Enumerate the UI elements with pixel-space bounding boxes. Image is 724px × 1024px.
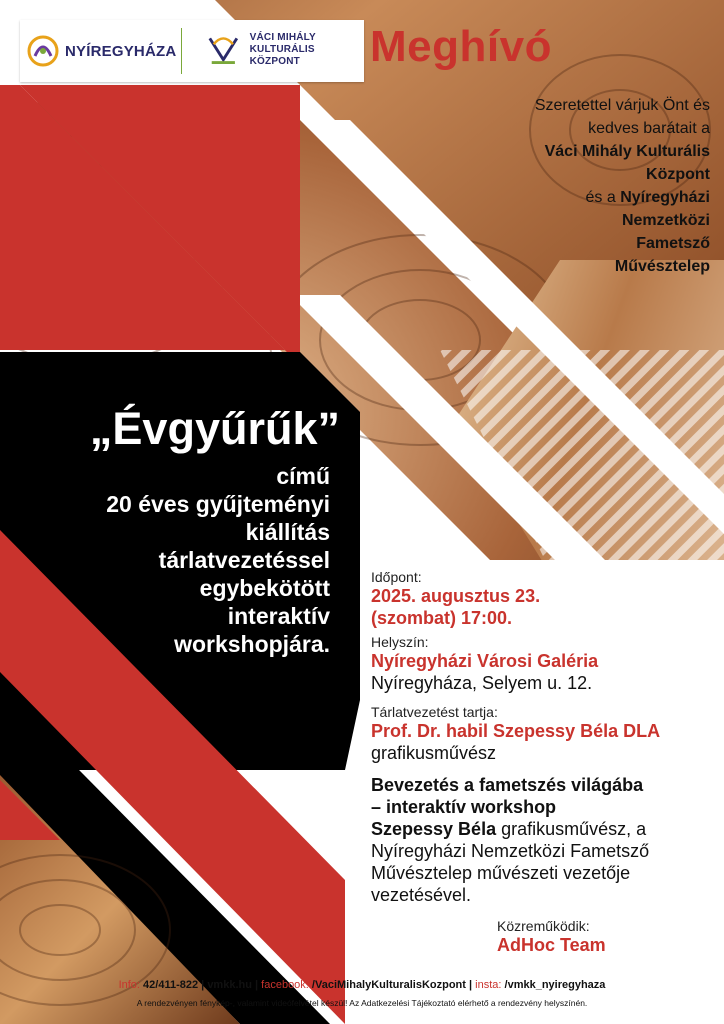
workshop-subtitle: – interaktív workshop: [371, 797, 557, 817]
greeting-line: Szeretettel várjuk Önt és: [534, 97, 710, 114]
footer-separator: |: [255, 979, 259, 991]
workshop-title: Bevezetés a fametszés világába: [371, 775, 644, 795]
exhibition-desc-line: kiállítás: [245, 519, 330, 545]
logo-divider: [181, 28, 182, 74]
greeting-line: Művésztelep: [614, 258, 710, 275]
vmkk-logo-text: [250, 32, 364, 68]
place-section: [371, 634, 716, 694]
time-label: Időpont:: [371, 569, 422, 585]
place-address: Nyíregyháza, Selyem u. 12.: [371, 673, 593, 693]
vmkk-logo-line1: VÁCI MIHÁLY: [249, 32, 316, 43]
guide-name: Prof. Dr. habil Szepessy Béla DLA: [371, 721, 661, 741]
greeting-line: kedves barátait a: [588, 120, 710, 137]
exhibition-desc-line: 20 éves gyűjteményi: [106, 491, 330, 517]
invitation-title: Meghívó: [370, 22, 552, 71]
vmkk-logo-line2: KULTURÁLIS KÖZPONT: [249, 44, 315, 67]
nyiregyhaza-emblem-icon: [26, 34, 60, 68]
contact-footer: [0, 979, 724, 991]
exhibition-desc-line: interaktív: [227, 603, 330, 629]
greeting-line: Nyíregyházi: [620, 189, 710, 206]
exhibition-desc-line: című: [276, 463, 330, 489]
coop-name: AdHoc Team: [497, 935, 606, 955]
time-section: [371, 569, 716, 629]
workshop-host-role: grafikusművész, a: [496, 819, 647, 839]
greeting-line: Nemzetközi: [621, 212, 710, 229]
footer-separator: |: [201, 979, 205, 991]
guide-section: [371, 704, 716, 764]
exhibition-desc-line: workshopjára.: [174, 631, 330, 657]
time-date: 2025. augusztus 23.: [371, 586, 541, 606]
place-label: Helyszín:: [371, 634, 429, 650]
insta-link[interactable]: /vmkk_nyiregyhaza: [504, 979, 606, 991]
logo-bar: [20, 20, 364, 82]
coop-label: Közreműködik:: [497, 918, 590, 934]
nyiregyhaza-logo-text: NYÍREGYHÁZA: [65, 42, 177, 60]
website-link[interactable]: vmkk.hu: [207, 979, 252, 991]
workshop-line: Nyíregyházi Nemzetközi Fametsző: [371, 841, 650, 861]
greeting-text: [440, 94, 710, 278]
cooperation-section: [497, 918, 717, 956]
workshop-line: vezetésével.: [371, 885, 472, 905]
insta-label: insta:: [475, 979, 502, 991]
exhibition-title: „Évgyűrűk”: [89, 403, 340, 454]
guide-label: Tárlatvezetést tartja:: [371, 704, 498, 720]
greeting-line: Váci Mihály Kulturális: [544, 143, 710, 160]
nyiregyhaza-logo[interactable]: [26, 34, 176, 68]
facebook-label: facebook:: [261, 979, 309, 991]
workshop-host-name: Szepessy Béla: [371, 819, 497, 839]
workshop-line: Művésztelep művészeti vezetője: [371, 863, 631, 883]
exhibition-desc-line: egybekötött: [199, 575, 330, 601]
info-label: Info:: [118, 979, 140, 991]
info-phone[interactable]: 42/411-822: [143, 979, 199, 991]
guide-role: grafikusművész: [371, 743, 497, 763]
workshop-section: [371, 774, 716, 906]
greeting-line: Központ: [646, 166, 710, 183]
exhibition-description: [40, 462, 330, 658]
exhibition-desc-line: tárlatvezetéssel: [158, 547, 330, 573]
greeting-line: Fametsző: [636, 235, 710, 252]
vmkk-emblem-icon: [204, 30, 243, 70]
time-day: (szombat) 17:00.: [371, 608, 513, 628]
place-name: Nyíregyházi Városi Galéria: [371, 651, 599, 671]
greeting-line: és a: [585, 189, 621, 206]
facebook-link[interactable]: /VaciMihalyKulturalisKozpont: [311, 979, 466, 991]
footer-separator: |: [469, 979, 473, 991]
recording-notice: A rendezvényen fénykép-, valamint videófelvétel készül! Az Adatkezelési Tájékoztató elérhető a rendezvény helyszínén.: [136, 998, 588, 1008]
vmkk-logo[interactable]: [204, 30, 364, 70]
